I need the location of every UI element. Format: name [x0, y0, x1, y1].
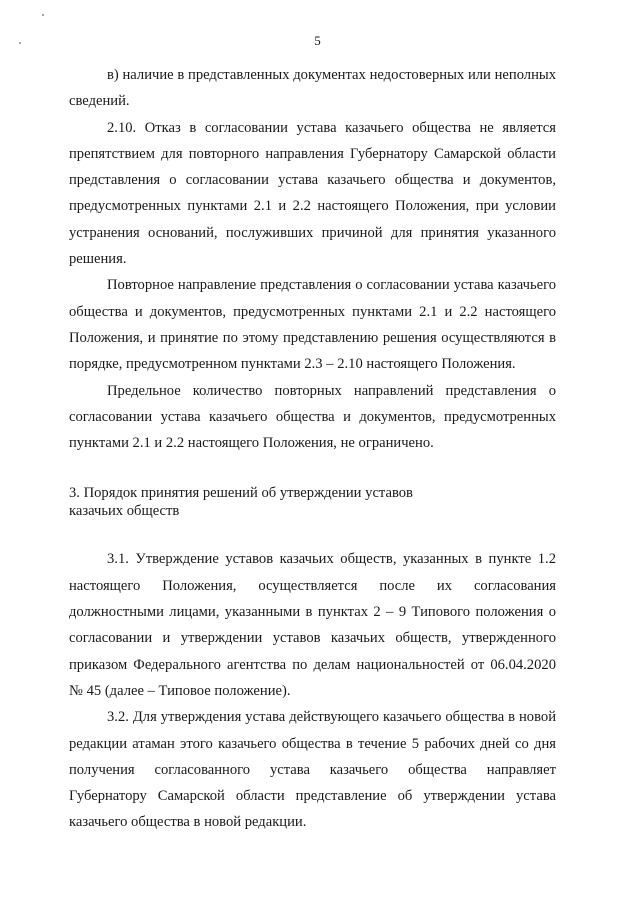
paragraph-2-10: 2.10. Отказ в согласовании устава казачьего общества не является препятствием для повторного направления Губернатору Самарской области представления о согласовании устава казачьего общества и документов, предусмотренных пунктами 2.1 и 2.2 настоящего Положения, при условии устранения оснований, послуживших причиной для принятия указанного решения.	[69, 119, 556, 268]
scan-speck	[42, 14, 44, 16]
section-heading-line-1: 3. Порядок принятия решений об утверждении уставов	[69, 485, 413, 502]
paragraph-repeat-submission: Повторное направление представления о согласовании устава казачьего общества и документов, предусмотренных пунктами 2.1 и 2.2 настоящего Положения, и принятие по этому представлению решения осуществляются в порядке, предусмотренном пунктами 2.3 – 2.10 настоящего Положения.	[69, 277, 556, 373]
paragraph-repeat-limit: Предельное количество повторных направлений представления о согласовании устава казачьего общества и документов, предусмотренных пунктами 2.1 и 2.2 настоящего Положения, не ограничено.	[69, 382, 556, 452]
paragraph-3-1: 3.1. Утверждение уставов казачьих обществ, указанных в пункте 1.2 настоящего Положения, осуществляется после их согласования должностными лицами, указанными в пунктах 2 – 9 Типового положения о согласовании и утверждении уставов казачьих обществ, утвержденного приказом Федерального агентства по делам национальностей от 06.04.2020 № 45 (далее – Типовое положение).	[69, 551, 556, 699]
page-number: 5	[314, 33, 321, 48]
section-3-heading	[69, 484, 556, 520]
section-heading-line-2: казачьих обществ	[69, 503, 180, 520]
document-body	[69, 62, 556, 836]
paragraph-clause-v: в) наличие в представленных документах недостоверных или неполных сведений.	[69, 67, 556, 110]
paragraph-3-2: 3.2. Для утверждения устава действующего казачьего общества в новой редакции атаман этого казачьего общества в течение 5 рабочих дней со дня получения согласованного устава казачьего общества направляет Губернатору Самарской области представление об утверждении устава казачьего общества в новой редакции.	[69, 709, 556, 831]
